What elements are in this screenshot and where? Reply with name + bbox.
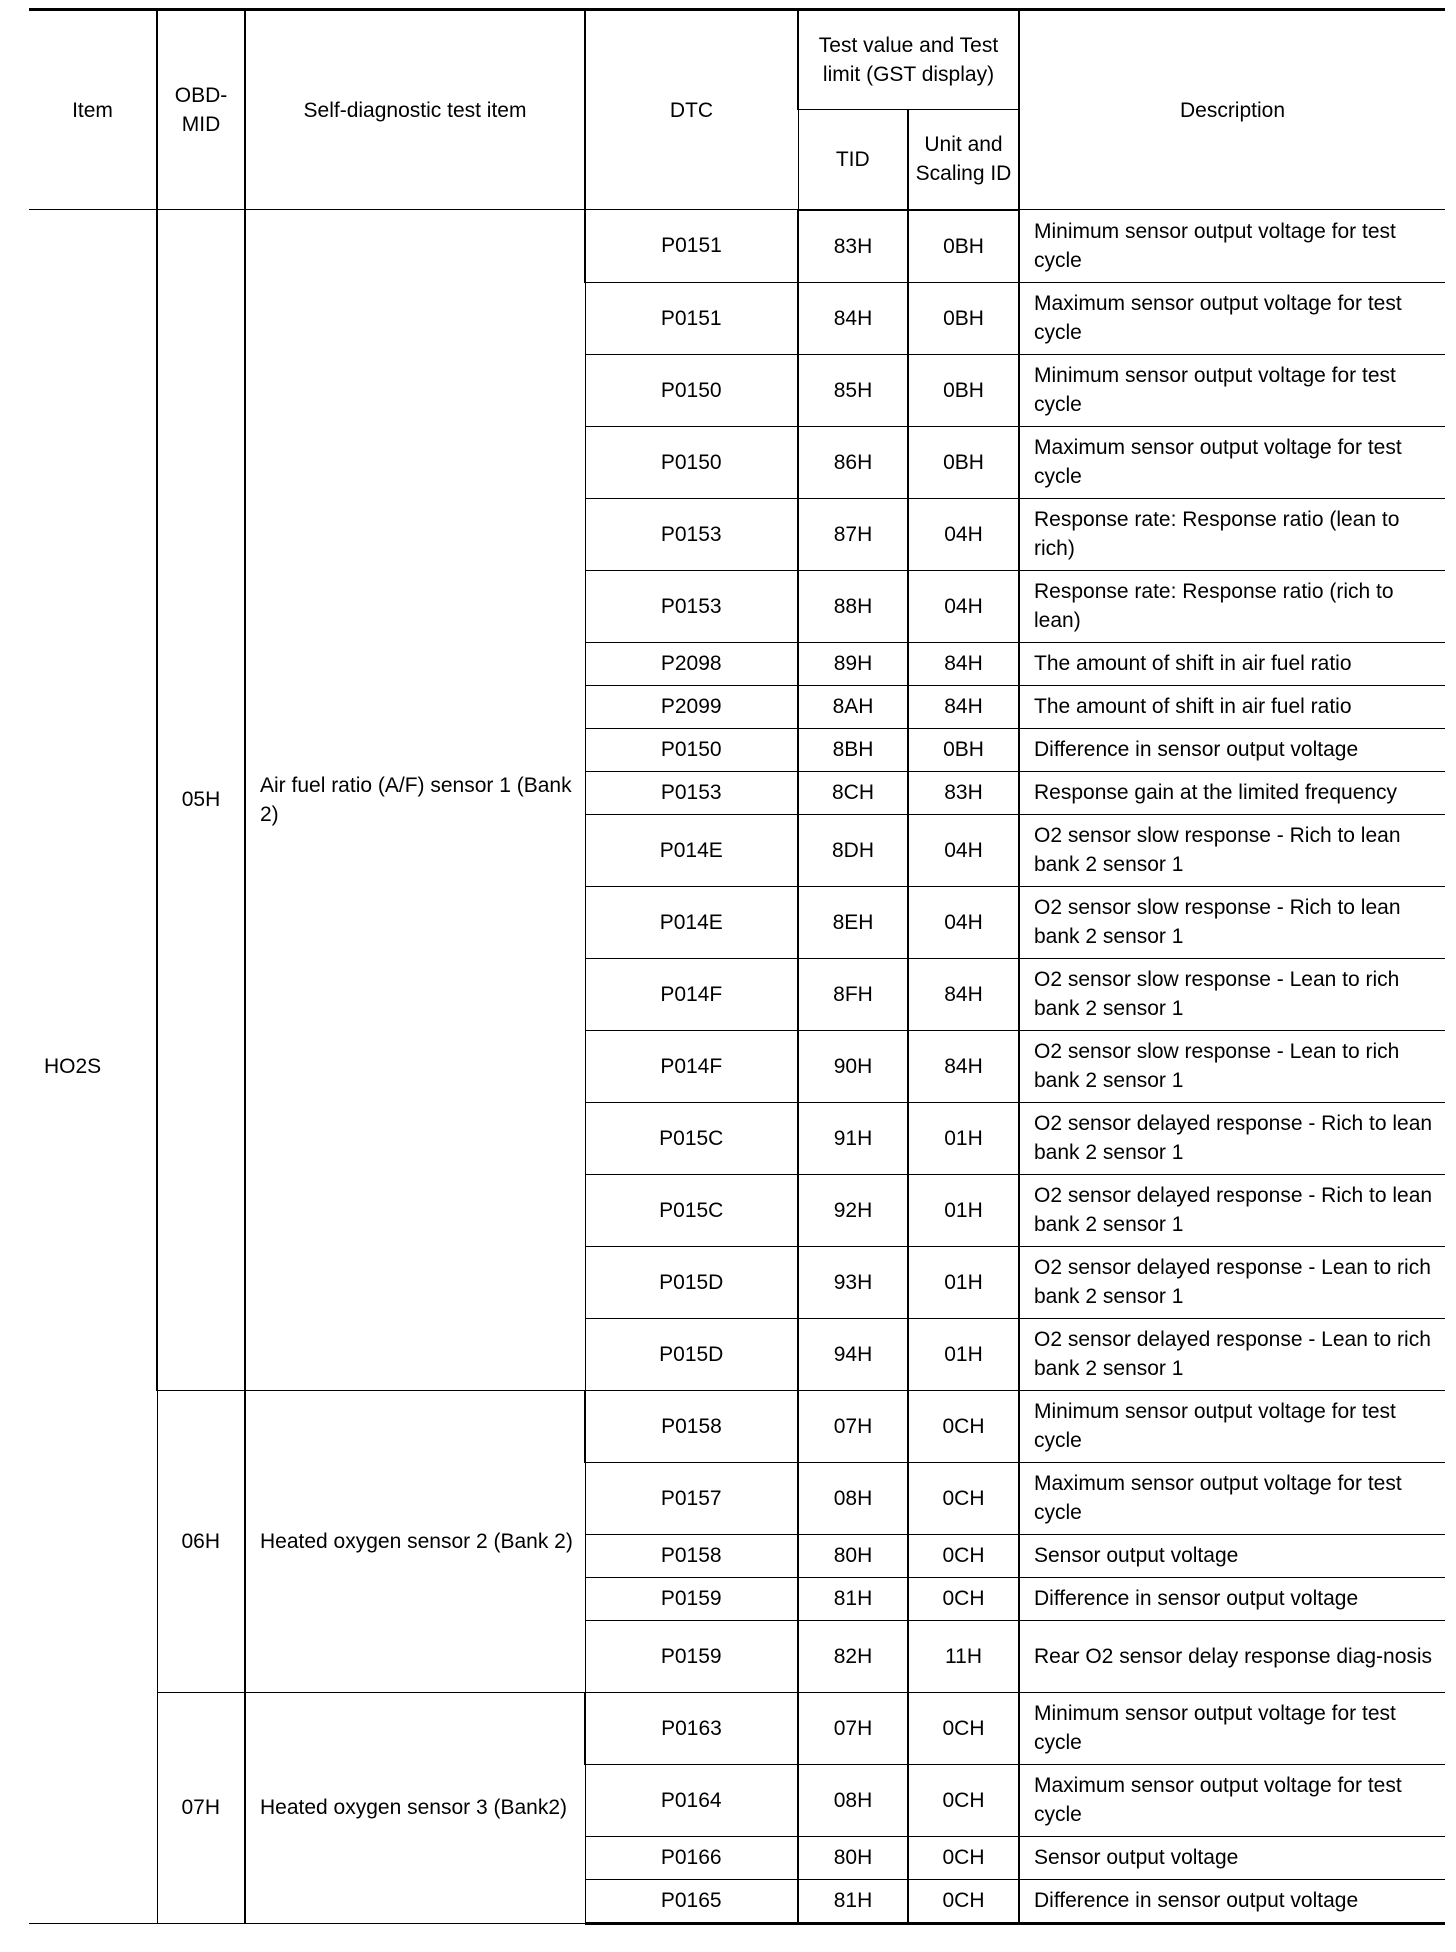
tid-cell: 93H — [798, 1246, 908, 1318]
header-tid: TID — [798, 110, 908, 210]
dtc-cell: P0159 — [585, 1577, 798, 1620]
tid-cell: 8EH — [798, 886, 908, 958]
dtc-cell: P015D — [585, 1318, 798, 1390]
obd-test-table — [29, 8, 1445, 1925]
dtc-cell: P0159 — [585, 1620, 798, 1692]
header-description: Description — [1019, 10, 1445, 210]
obd-mid-cell: 05H — [157, 210, 245, 1391]
tid-cell: 07H — [798, 1692, 908, 1764]
dtc-cell: P014F — [585, 1030, 798, 1102]
dtc-cell: P0164 — [585, 1764, 798, 1836]
description-cell: O2 sensor slow response - Lean to rich bank 2 sensor 1 — [1019, 1030, 1445, 1102]
description-cell: O2 sensor delayed response - Lean to rich bank 2 sensor 1 — [1019, 1318, 1445, 1390]
test-item-cell: Heated oxygen sensor 2 (Bank 2) — [245, 1390, 585, 1692]
item-cell: HO2S — [29, 210, 157, 1924]
unit-scaling-cell: 84H — [908, 1030, 1019, 1102]
unit-scaling-cell: 04H — [908, 570, 1019, 642]
unit-scaling-cell: 84H — [908, 685, 1019, 728]
tid-cell: 88H — [798, 570, 908, 642]
unit-scaling-cell: 0BH — [908, 426, 1019, 498]
tid-cell: 8AH — [798, 685, 908, 728]
unit-scaling-cell: 01H — [908, 1318, 1019, 1390]
tid-cell: 8FH — [798, 958, 908, 1030]
description-cell: Sensor output voltage — [1019, 1836, 1445, 1879]
unit-scaling-cell: 11H — [908, 1620, 1019, 1692]
dtc-cell: P0151 — [585, 282, 798, 354]
header-test-value-group: Test value and Test limit (GST display) — [798, 10, 1019, 110]
description-cell: O2 sensor slow response - Rich to lean bank 2 sensor 1 — [1019, 886, 1445, 958]
unit-scaling-cell: 0CH — [908, 1577, 1019, 1620]
dtc-cell: P0153 — [585, 498, 798, 570]
header-obd-mid: OBD-MID — [157, 10, 245, 210]
tid-cell: 87H — [798, 498, 908, 570]
description-cell: Rear O2 sensor delay response diag-nosis — [1019, 1620, 1445, 1692]
unit-scaling-cell: 0CH — [908, 1764, 1019, 1836]
dtc-cell: P0157 — [585, 1462, 798, 1534]
tid-cell: 89H — [798, 642, 908, 685]
obd-mid-cell: 07H — [157, 1692, 245, 1923]
description-cell: Maximum sensor output voltage for test cycle — [1019, 426, 1445, 498]
dtc-cell: P015C — [585, 1102, 798, 1174]
unit-scaling-cell: 0BH — [908, 210, 1019, 283]
unit-scaling-cell: 04H — [908, 498, 1019, 570]
unit-scaling-cell: 0CH — [908, 1390, 1019, 1462]
dtc-cell: P0150 — [585, 728, 798, 771]
tid-cell: 91H — [798, 1102, 908, 1174]
description-cell: Sensor output voltage — [1019, 1534, 1445, 1577]
tid-cell: 08H — [798, 1462, 908, 1534]
header-dtc: DTC — [585, 10, 798, 210]
tid-cell: 92H — [798, 1174, 908, 1246]
description-cell: Maximum sensor output voltage for test cycle — [1019, 1462, 1445, 1534]
tid-cell: 8DH — [798, 814, 908, 886]
tid-cell: 08H — [798, 1764, 908, 1836]
description-cell: Minimum sensor output voltage for test cycle — [1019, 210, 1445, 283]
unit-scaling-cell: 0BH — [908, 282, 1019, 354]
description-cell: Maximum sensor output voltage for test cycle — [1019, 282, 1445, 354]
unit-scaling-cell: 0BH — [908, 354, 1019, 426]
tid-cell: 84H — [798, 282, 908, 354]
unit-scaling-cell: 01H — [908, 1102, 1019, 1174]
dtc-cell: P0166 — [585, 1836, 798, 1879]
tid-cell: 83H — [798, 210, 908, 283]
unit-scaling-cell: 0CH — [908, 1879, 1019, 1923]
description-cell: Minimum sensor output voltage for test cycle — [1019, 1390, 1445, 1462]
description-cell: Minimum sensor output voltage for test cycle — [1019, 1692, 1445, 1764]
unit-scaling-cell: 0CH — [908, 1462, 1019, 1534]
dtc-cell: P2098 — [585, 642, 798, 685]
tid-cell: 80H — [798, 1534, 908, 1577]
tid-cell: 8CH — [798, 771, 908, 814]
dtc-cell: P0150 — [585, 354, 798, 426]
tid-cell: 85H — [798, 354, 908, 426]
description-cell: O2 sensor delayed response - Rich to lean bank 2 sensor 1 — [1019, 1174, 1445, 1246]
description-cell: Response rate: Response ratio (lean to rich) — [1019, 498, 1445, 570]
dtc-cell: P014E — [585, 886, 798, 958]
tid-cell: 94H — [798, 1318, 908, 1390]
dtc-cell: P0151 — [585, 210, 798, 283]
description-cell: O2 sensor slow response - Lean to rich bank 2 sensor 1 — [1019, 958, 1445, 1030]
dtc-cell: P0158 — [585, 1534, 798, 1577]
tid-cell: 07H — [798, 1390, 908, 1462]
header-test-item: Self-diagnostic test item — [245, 10, 585, 210]
dtc-cell: P0153 — [585, 771, 798, 814]
test-item-cell: Heated oxygen sensor 3 (Bank2) — [245, 1692, 585, 1923]
description-cell: Response gain at the limited frequency — [1019, 771, 1445, 814]
unit-scaling-cell: 0CH — [908, 1692, 1019, 1764]
test-item-cell: Air fuel ratio (A/F) sensor 1 (Bank 2) — [245, 210, 585, 1391]
dtc-cell: P2099 — [585, 685, 798, 728]
dtc-cell: P014F — [585, 958, 798, 1030]
dtc-cell: P0163 — [585, 1692, 798, 1764]
tid-cell: 81H — [798, 1577, 908, 1620]
tid-cell: 81H — [798, 1879, 908, 1923]
description-cell: O2 sensor slow response - Rich to lean bank 2 sensor 1 — [1019, 814, 1445, 886]
dtc-cell: P0165 — [585, 1879, 798, 1923]
table-body — [29, 210, 1445, 1924]
unit-scaling-cell: 84H — [908, 642, 1019, 685]
unit-scaling-cell: 0CH — [908, 1534, 1019, 1577]
table-row — [29, 1692, 1445, 1764]
tid-cell: 86H — [798, 426, 908, 498]
tid-cell: 8BH — [798, 728, 908, 771]
dtc-cell: P0150 — [585, 426, 798, 498]
table-row — [29, 1390, 1445, 1462]
description-cell: Minimum sensor output voltage for test cycle — [1019, 354, 1445, 426]
obd-mid-cell: 06H — [157, 1390, 245, 1692]
tid-cell: 90H — [798, 1030, 908, 1102]
description-cell: Difference in sensor output voltage — [1019, 1879, 1445, 1923]
unit-scaling-cell: 01H — [908, 1246, 1019, 1318]
unit-scaling-cell: 0CH — [908, 1836, 1019, 1879]
table-row — [29, 210, 1445, 283]
unit-scaling-cell: 01H — [908, 1174, 1019, 1246]
description-cell: The amount of shift in air fuel ratio — [1019, 642, 1445, 685]
description-cell: Difference in sensor output voltage — [1019, 728, 1445, 771]
unit-scaling-cell: 0BH — [908, 728, 1019, 771]
description-cell: Maximum sensor output voltage for test cycle — [1019, 1764, 1445, 1836]
tid-cell: 80H — [798, 1836, 908, 1879]
dtc-cell: P014E — [585, 814, 798, 886]
document-page — [29, 8, 1445, 1925]
header-unit-scaling-id: Unit and Scaling ID — [908, 110, 1019, 210]
dtc-cell: P015C — [585, 1174, 798, 1246]
description-cell: The amount of shift in air fuel ratio — [1019, 685, 1445, 728]
unit-scaling-cell: 84H — [908, 958, 1019, 1030]
description-cell: Difference in sensor output voltage — [1019, 1577, 1445, 1620]
unit-scaling-cell: 83H — [908, 771, 1019, 814]
dtc-cell: P0158 — [585, 1390, 798, 1462]
unit-scaling-cell: 04H — [908, 814, 1019, 886]
dtc-cell: P015D — [585, 1246, 798, 1318]
description-cell: Response rate: Response ratio (rich to lean) — [1019, 570, 1445, 642]
description-cell: O2 sensor delayed response - Lean to rich bank 2 sensor 1 — [1019, 1246, 1445, 1318]
header-item: Item — [29, 10, 157, 210]
unit-scaling-cell: 04H — [908, 886, 1019, 958]
dtc-cell: P0153 — [585, 570, 798, 642]
description-cell: O2 sensor delayed response - Rich to lean bank 2 sensor 1 — [1019, 1102, 1445, 1174]
tid-cell: 82H — [798, 1620, 908, 1692]
